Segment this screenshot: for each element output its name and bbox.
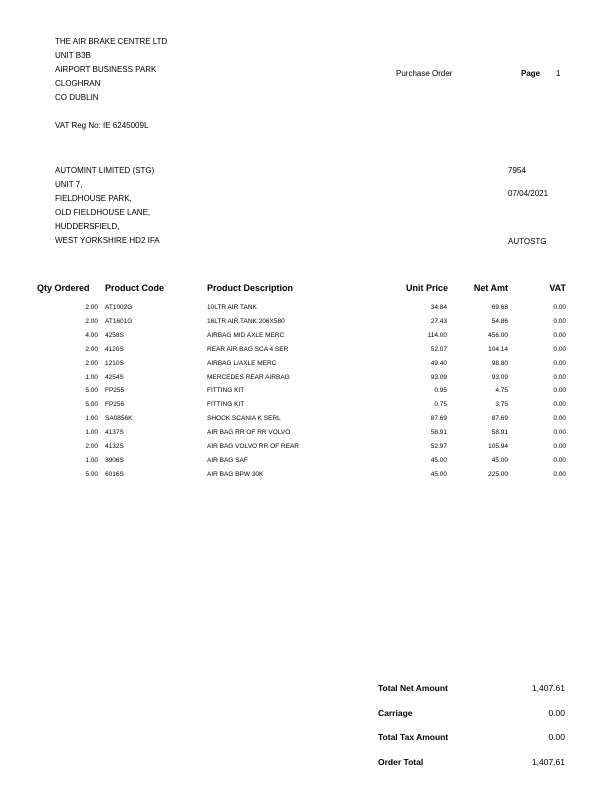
- vat-cell: 0.00: [553, 317, 566, 325]
- table-row: [0, 387, 612, 399]
- product-code-cell: AT1601G: [105, 317, 133, 325]
- supplier-line: OLD FIELDHOUSE LANE,: [55, 208, 151, 217]
- table-row: [0, 415, 612, 427]
- page-label: Page: [521, 69, 541, 78]
- table-row: [0, 360, 612, 372]
- vat-cell: 0.00: [553, 456, 566, 464]
- header-product-code: Product Code: [105, 283, 165, 293]
- product-code-cell: 4137S: [105, 429, 124, 437]
- product-code-cell: 1210S: [105, 359, 124, 367]
- unit-price-cell: 49.40: [430, 359, 447, 367]
- total-value: 0.00: [548, 707, 565, 718]
- net-amt-cell: 45.00: [491, 456, 508, 464]
- product-code-cell: 4258S: [105, 331, 124, 339]
- table-row: [0, 332, 612, 344]
- net-amt-cell: 225.00: [488, 470, 508, 478]
- unit-price-cell: 45.00: [430, 456, 447, 464]
- vat-cell: 0.00: [553, 470, 566, 478]
- vat-cell: 0.00: [553, 443, 566, 450]
- unit-price-cell: 93.09: [430, 373, 447, 381]
- header-vat: VAT: [549, 283, 566, 293]
- unit-price-cell: 52.97: [430, 443, 447, 450]
- unit-price-cell: 87.69: [430, 415, 447, 423]
- description-cell: MERCEDES REAR AIRBAG: [207, 373, 290, 381]
- company-address: [55, 35, 167, 105]
- vat-cell: 0.00: [553, 359, 566, 367]
- unit-price-cell: 52.07: [430, 345, 447, 353]
- description-cell: AIRBAG MID AXLE MERC: [207, 331, 285, 339]
- vat-cell: 0.00: [553, 415, 566, 423]
- total-label: Total Tax Amount: [378, 732, 449, 742]
- net-amt-cell: 456.00: [488, 331, 508, 339]
- net-amt-cell: 98.80: [491, 359, 508, 367]
- total-value: 1,407.61: [531, 756, 565, 767]
- product-code-cell: SA0856K: [105, 415, 133, 423]
- supplier-line: FIELDHOUSE PARK,: [55, 194, 132, 203]
- order-number: 7954: [508, 166, 526, 175]
- supplier-line: AUTOMINT LIMITED (STG): [55, 166, 155, 175]
- supplier-line: UNIT 7,: [55, 180, 83, 189]
- unit-price-cell: 45.00: [430, 470, 447, 478]
- qty-cell: 2.00: [85, 443, 98, 450]
- total-value: 0.00: [548, 732, 565, 742]
- vat-cell: 0.00: [553, 345, 566, 353]
- product-code-cell: 3906S: [105, 456, 124, 464]
- net-amt-cell: 3.75: [495, 401, 508, 409]
- vat-cell: 0.00: [553, 401, 566, 409]
- product-code-cell: 4254S: [105, 373, 124, 381]
- supplier-line: HUDDERSFIELD,: [55, 222, 120, 231]
- unit-price-cell: 114.00: [427, 331, 447, 339]
- totals-section: [0, 683, 612, 773]
- vat-cell: 0.00: [553, 429, 566, 437]
- product-code-cell: AT1002G: [105, 304, 133, 311]
- qty-cell: 5.00: [85, 387, 98, 395]
- qty-cell: 2.00: [85, 345, 98, 353]
- description-cell: 10LTR AIR TANK: [207, 304, 257, 311]
- order-date: 07/04/2021: [508, 189, 549, 198]
- unit-price-cell: 34.84: [430, 304, 447, 311]
- product-code-cell: FP256: [105, 401, 125, 409]
- qty-cell: 1.00: [85, 415, 98, 423]
- description-cell: FITTING KIT: [207, 387, 245, 395]
- net-amt-cell: 69.68: [491, 304, 508, 311]
- description-cell: SHOCK SCANIA K SERL: [207, 415, 281, 423]
- table-row: [0, 304, 612, 316]
- unit-price-cell: 58.91: [430, 429, 447, 437]
- company-line: THE AIR BRAKE CENTRE LTD: [55, 37, 168, 46]
- qty-cell: 1.00: [85, 429, 98, 437]
- vat-cell: 0.00: [553, 387, 566, 395]
- description-cell: REAR AIR BAG SCA 4 SER: [207, 345, 289, 353]
- vat-cell: 0.00: [553, 331, 566, 339]
- supplier-address: [55, 164, 160, 248]
- company-line: AIRPORT BUSINESS PARK: [55, 65, 157, 74]
- net-amt-cell: 93.09: [491, 373, 508, 381]
- header-product-description: Product Description: [207, 283, 294, 293]
- table-row: [0, 374, 612, 386]
- description-cell: FITTING KIT: [207, 401, 245, 409]
- description-cell: AIRBAG L/AXLE MERC: [207, 359, 277, 367]
- table-row: [0, 457, 612, 469]
- qty-cell: 2.00: [85, 359, 98, 367]
- header-net-amt: Net Amt: [473, 283, 508, 293]
- company-line: CLOGHRAN: [55, 79, 101, 88]
- product-code-cell: 4132S: [105, 443, 124, 450]
- table-row: [0, 443, 612, 455]
- vat-cell: 0.00: [553, 373, 566, 381]
- description-cell: AIR BAG BPW 30K: [207, 470, 264, 478]
- unit-price-cell: 0.95: [434, 387, 447, 395]
- product-code-cell: FP255: [105, 387, 125, 395]
- total-label: Carriage: [378, 707, 413, 718]
- qty-cell: 2.00: [85, 317, 98, 325]
- vat-cell: 0.00: [553, 304, 566, 311]
- total-label: Total Net Amount: [378, 683, 448, 693]
- description-cell: AIR BAG VOLVO RR OF REAR: [207, 443, 299, 450]
- table-row: [0, 401, 612, 413]
- product-code-cell: 4120S: [105, 345, 124, 353]
- net-amt-cell: 58.91: [491, 429, 508, 437]
- account-code: AUTOSTG: [508, 237, 547, 246]
- company-line: CO DUBLIN: [55, 93, 99, 102]
- qty-cell: 1.00: [85, 456, 98, 464]
- vat-reg-number: VAT Reg No: IE 6245009L: [55, 121, 149, 130]
- page-number: 1: [556, 69, 561, 78]
- net-amt-cell: 105.94: [488, 443, 508, 450]
- table-row: [0, 346, 612, 358]
- net-amt-cell: 87.69: [491, 415, 508, 423]
- net-amt-cell: 4.75: [495, 387, 508, 395]
- qty-cell: 5.00: [85, 401, 98, 409]
- description-cell: AIR BAG RR OF RR VOLVO: [207, 429, 291, 437]
- total-label: Order Total: [378, 756, 424, 767]
- header-qty-ordered: Qty Ordered: [37, 283, 90, 293]
- qty-cell: 4.00: [85, 331, 98, 339]
- company-line: UNIT B3B: [55, 51, 91, 60]
- qty-cell: 5.00: [85, 470, 98, 478]
- net-amt-cell: 104.14: [488, 345, 508, 353]
- unit-price-cell: 27.43: [430, 317, 447, 325]
- qty-cell: 1.00: [85, 373, 98, 381]
- net-amt-cell: 54.86: [491, 317, 508, 325]
- qty-cell: 2.00: [85, 304, 98, 311]
- table-row: [0, 429, 612, 441]
- table-row: [0, 471, 612, 483]
- total-value: 1,407.61: [531, 683, 565, 693]
- description-cell: 16LTR AIR TANK 206X580: [207, 317, 285, 325]
- table-row: [0, 318, 612, 330]
- header-unit-price: Unit Price: [405, 283, 448, 293]
- order-lines: [0, 304, 612, 489]
- description-cell: AIR BAG SAF: [207, 456, 248, 464]
- product-code-cell: 6016S: [105, 470, 124, 478]
- unit-price-cell: 0.75: [434, 401, 447, 409]
- supplier-line: WEST YORKSHIRE HD2 IFA: [55, 236, 160, 245]
- document-title: Purchase Order: [396, 69, 453, 78]
